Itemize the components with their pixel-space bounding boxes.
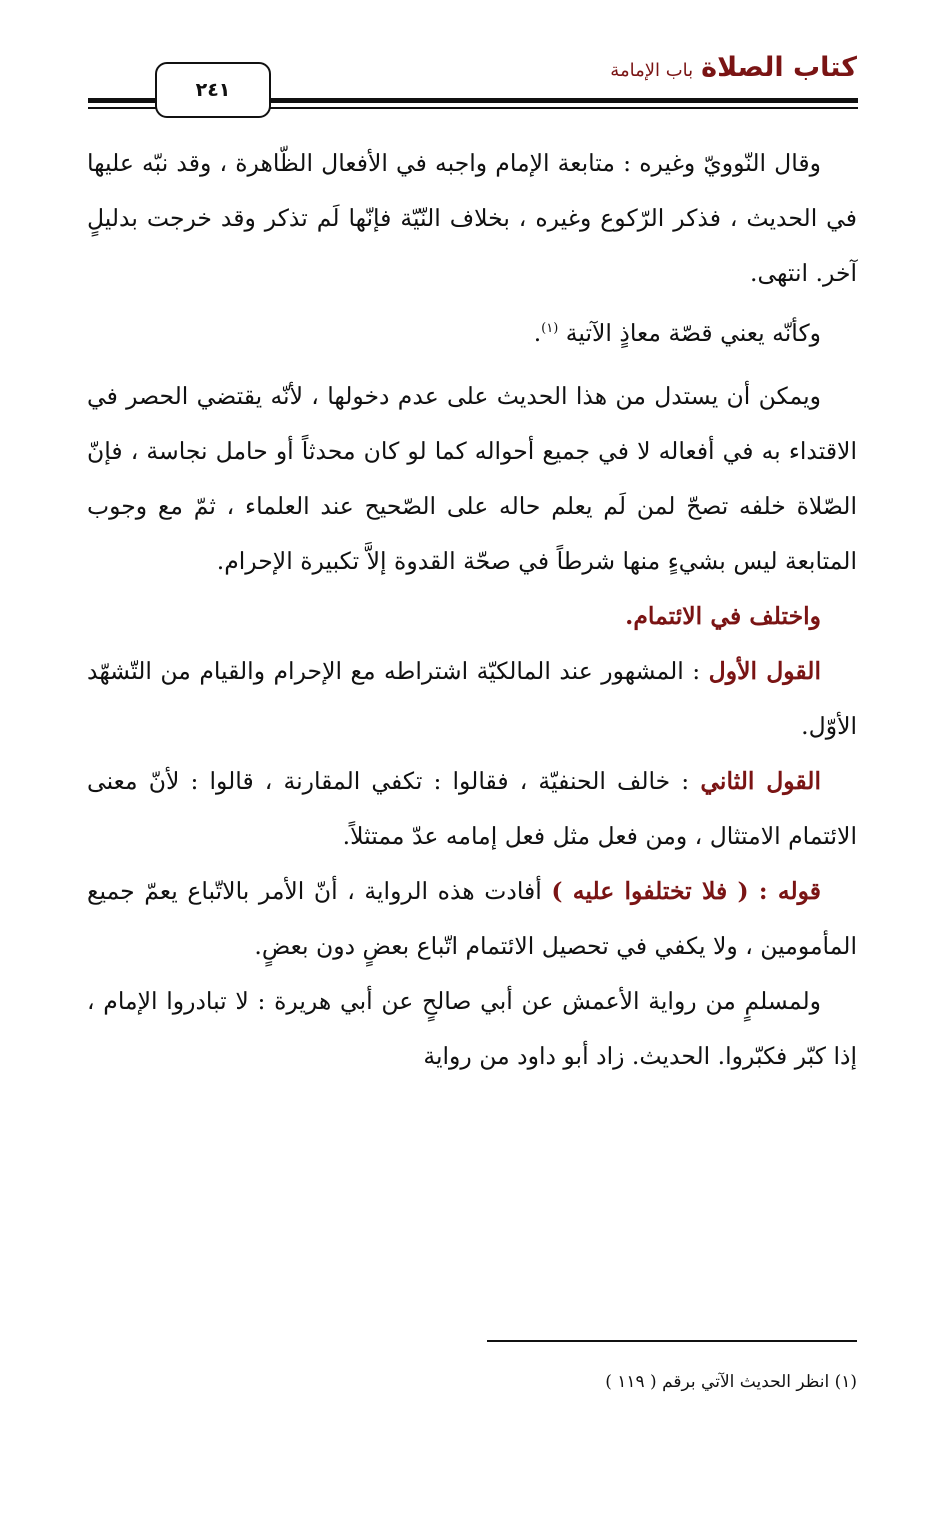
paragraph-qawluhu <box>87 864 857 974</box>
page-number: ٢٤١ <box>195 79 231 101</box>
qawluhu-text: أفادت هذه الرواية ، أنّ الأمر بالاتّباع يعمّ جميع المأمومين ، ولا يكفي في تحصيل الائتمام اتّباع بعضٍ دون بعضٍ. <box>87 876 857 960</box>
first-opinion-label: القول الأول <box>708 656 821 685</box>
running-header <box>610 52 857 83</box>
page-body <box>87 136 857 1084</box>
paragraph-muadh: وكأنّه يعني قصّة معاذٍ الآتية $^{(١)}$. <box>533 318 821 347</box>
footnote-marker[interactable]: (١) <box>541 321 559 336</box>
page-number-badge <box>155 62 271 118</box>
paragraph-nawawi: وقال النّوويّ وغيره : متابعة الإمام واجبه في الأفعال الظّاهرة ، وقد نبّه عليها في الحديث ، فذكر الرّكوع وغيره ، بخلاف النّيّة فإنّها لَم تذكر وقد خرجت بدليلٍ آخر. انتهى. <box>87 149 857 287</box>
footnote-rule <box>487 1340 857 1342</box>
footnote: (١) انظر الحديث الآتي برقم ( ١١٩ ) <box>605 1372 857 1392</box>
section-heading-text: واختلف في الائتمام. <box>625 601 821 630</box>
book-title: كتاب الصلاة <box>701 52 857 83</box>
second-opinion-label: القول الثاني <box>700 766 821 795</box>
section-heading <box>87 589 857 644</box>
chapter-title: باب الإمامة <box>610 60 694 81</box>
paragraph-muslim: ولمسلمٍ من رواية الأعمش عن أبي صالحٍ عن أبي هريرة : لا تبادروا الإمام ، إذا كبّر فكبّروا. الحديث. زاد أبو داود من رواية <box>87 986 857 1070</box>
qawluhu-label: قوله : ( فلا تختلفوا عليه ) <box>551 876 821 905</box>
paragraph-muadh-text: وكأنّه يعني قصّة معاذٍ الآتية <box>565 318 821 347</box>
first-opinion-text: : المشهور عند المالكيّة اشتراطه مع الإحرام والقيام من التّشهّد الأوّل. <box>87 656 857 740</box>
paragraph-istidlal: ويمكن أن يستدل من هذا الحديث على عدم دخولها ، لأنّه يقتضي الحصر في الاقتداء به في أفعاله لا في جميع أحواله كما لو كان محدثاً أو حامل نجاسة ، فإنّ الصّلاة خلفه تصحّ لمن لَم يعلم حاله على الصّحيح عند العلماء ، ثمّ مع وجوب المتابعة ليس بشيءٍ منها شرطاً في صحّة القدوة إلاَّ تكبيرة الإحرام. <box>87 381 857 575</box>
second-opinion-text: : خالف الحنفيّة ، فقالوا : تكفي المقارنة ، قالوا : لأنّ معنى الائتمام الامتثال ، ومن فعل مثل فعل إمامه عدّ ممتثلاً. <box>87 766 857 850</box>
paragraph-first-opinion <box>87 644 857 754</box>
paragraph-second-opinion <box>87 754 857 864</box>
